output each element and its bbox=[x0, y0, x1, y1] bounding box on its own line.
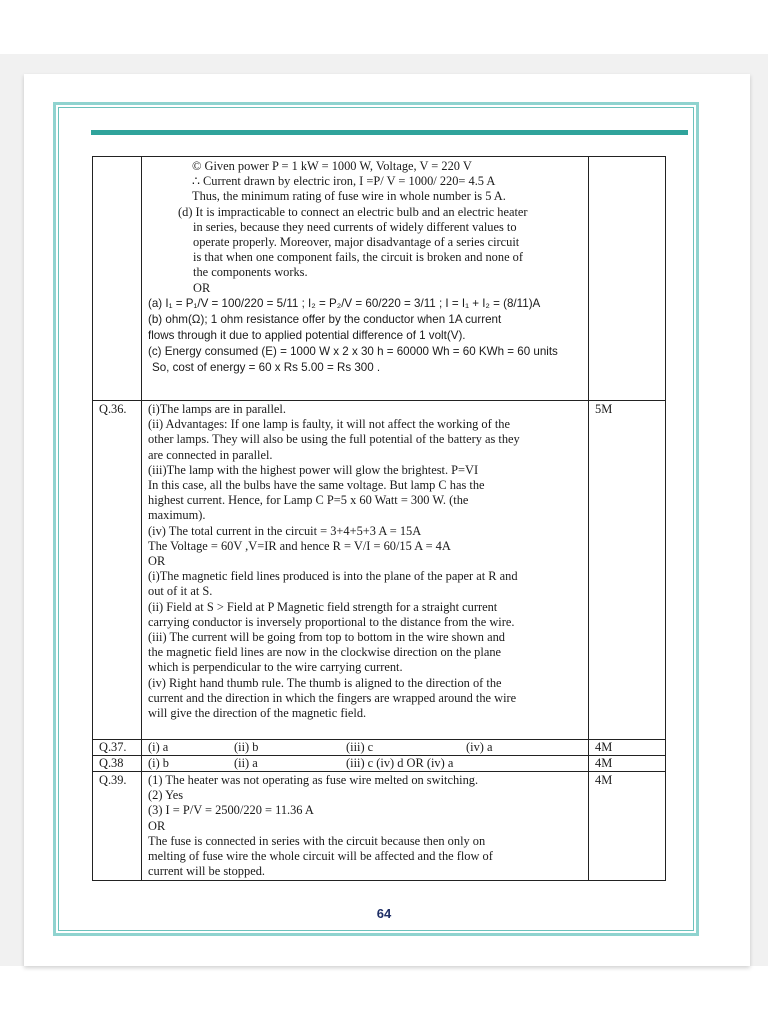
answer-line: (a) I₁ = P₁/V = 100/220 = 5/11 ; I₂ = P₂/V = 60/220 = 3/11 ; I = I₁ + I₂ = (8/11)A bbox=[148, 296, 541, 310]
answer-line: The Voltage = 60V ,V=IR and hence R = V/I = 60/15 A = 4A bbox=[148, 538, 451, 553]
answer-line: the components works. bbox=[193, 265, 308, 280]
answer-line: OR bbox=[148, 554, 166, 569]
table-row bbox=[93, 740, 666, 756]
table-row bbox=[93, 756, 666, 772]
table-row bbox=[93, 772, 666, 881]
answer-line: (1) The heater was not operating as fuse wire melted on switching. bbox=[148, 773, 479, 787]
option-answer: (i) a bbox=[148, 740, 169, 754]
marks-cell: 4M bbox=[589, 756, 666, 772]
answer-text bbox=[142, 756, 589, 772]
page-number: 64 bbox=[376, 906, 392, 921]
answer-line: Thus, the minimum rating of fuse wire in whole number is 5 A. bbox=[192, 189, 506, 204]
answer-line: will give the direction of the magnetic field. bbox=[148, 706, 367, 721]
answer-line: operate properly. Moreover, major disadvantage of a series circuit bbox=[193, 235, 520, 250]
header-rule bbox=[91, 130, 688, 135]
answer-line: (3) I = P/V = 2500/220 = 11.36 A bbox=[148, 803, 314, 818]
marks-cell bbox=[589, 157, 666, 401]
option-answer: (iv) a bbox=[466, 740, 493, 754]
answer-line: (iii) The current will be going from top to bottom in the wire shown and bbox=[148, 630, 505, 645]
answer-line: (b) ohm(Ω); 1 ohm resistance offer by the conductor when 1A current bbox=[148, 312, 502, 326]
question-number: Q.38 bbox=[93, 756, 142, 772]
answer-line: (iv) The total current in the circuit = 3+4+5+3 A = 15A bbox=[148, 523, 422, 538]
answer-line: in series, because they need currents of widely different values to bbox=[193, 219, 517, 234]
answer-line: flows through it due to applied potential difference of 1 volt(V). bbox=[148, 328, 466, 342]
answer-line: is that when one component fails, the circuit is broken and none of bbox=[193, 250, 523, 265]
answer-line: highest current. Hence, for Lamp C P=5 x 60 Watt = 300 W. (the bbox=[148, 493, 469, 508]
answer-text bbox=[142, 401, 589, 740]
answer-line: OR bbox=[193, 280, 211, 295]
answer-line: (i)The lamps are in parallel. bbox=[148, 402, 286, 416]
answer-line: are connected in parallel. bbox=[148, 447, 273, 462]
answer-line: The fuse is connected in series with the circuit because then only on bbox=[148, 833, 486, 848]
option-answer: (iii) c (iv) d OR (iv) a bbox=[346, 756, 454, 770]
answer-line: other lamps. They will also be using the full potential of the battery as they bbox=[148, 432, 520, 447]
answer-line: So, cost of energy = 60 x Rs 5.00 = Rs 300 . bbox=[152, 360, 381, 374]
question-number: Q.37. bbox=[93, 740, 142, 756]
answer-line: melting of fuse wire the whole circuit will be affected and the flow of bbox=[148, 849, 493, 864]
answer-line: © Given power P = 1 kW = 1000 W, Voltage, V = 220 V bbox=[192, 159, 472, 173]
table-row bbox=[93, 401, 666, 740]
answer-line: out of it at S. bbox=[148, 584, 213, 599]
answer-line: (2) Yes bbox=[148, 788, 184, 803]
answer-line: (d) It is impracticable to connect an electric bulb and an electric heater bbox=[178, 204, 528, 219]
option-answer: (ii) b bbox=[234, 740, 259, 754]
option-answer: (iii) c bbox=[346, 740, 374, 754]
answer-line: maximum). bbox=[148, 508, 206, 523]
answer-text bbox=[142, 772, 589, 881]
option-answer: (ii) a bbox=[234, 756, 258, 770]
marks-cell: 4M bbox=[589, 740, 666, 756]
answer-line: (ii) Field at S > Field at P Magnetic field strength for a straight current bbox=[148, 599, 498, 614]
answer-line: In this case, all the bulbs have the same voltage. But lamp C has the bbox=[148, 478, 485, 493]
option-answer: (i) b bbox=[148, 756, 169, 770]
question-number: Q.36. bbox=[93, 401, 142, 740]
answer-line: which is perpendicular to the wire carrying current. bbox=[148, 660, 403, 675]
answer-line: ∴ Current drawn by electric iron, I =P/ V = 1000/ 220= 4.5 A bbox=[192, 174, 496, 189]
question-number bbox=[93, 157, 142, 401]
answer-line: carrying conductor is inversely proportional to the distance from the wire. bbox=[148, 614, 515, 629]
answer-line: the magnetic field lines are now in the clockwise direction on the plane bbox=[148, 645, 502, 660]
table-row bbox=[93, 157, 666, 401]
answer-text bbox=[142, 157, 589, 401]
answer-line: OR bbox=[148, 818, 166, 833]
answer-line: (iv) Right hand thumb rule. The thumb is aligned to the direction of the bbox=[148, 675, 502, 690]
answer-line: current will be stopped. bbox=[148, 864, 265, 879]
answer-line: (c) Energy consumed (E) = 1000 W x 2 x 30 h = 60000 Wh = 60 KWh = 60 units bbox=[148, 344, 558, 358]
answer-line: (ii) Advantages: If one lamp is faulty, it will not affect the working of the bbox=[148, 417, 510, 432]
answer-line: current and the direction in which the fingers are wrapped around the wire bbox=[148, 690, 517, 705]
answer-text bbox=[142, 740, 589, 756]
answer-line: (i)The magnetic field lines produced is into the plane of the paper at R and bbox=[148, 569, 518, 584]
question-number: Q.39. bbox=[93, 772, 142, 881]
marks-cell: 4M bbox=[589, 772, 666, 881]
answer-table bbox=[92, 156, 666, 881]
answer-line: (iii)The lamp with the highest power will glow the brightest. P=VI bbox=[148, 462, 479, 477]
marks-cell: 5M bbox=[589, 401, 666, 740]
